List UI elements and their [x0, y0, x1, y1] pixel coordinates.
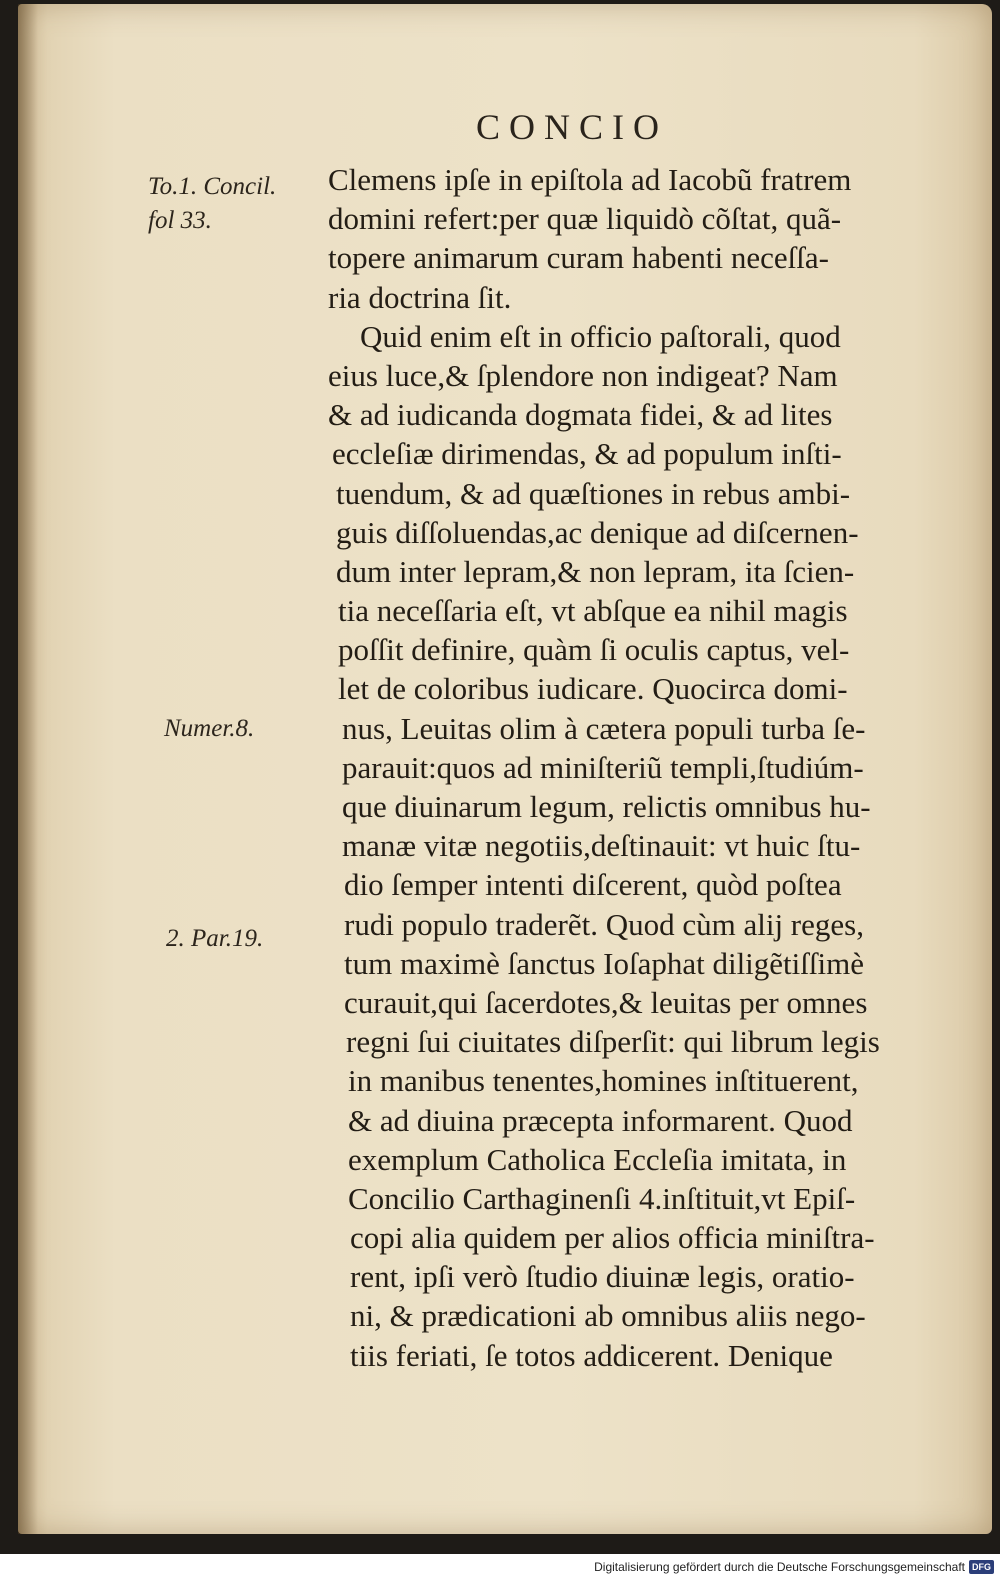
book-page [18, 4, 992, 1534]
text-line: tum maximè ſanctus Ioſaphat diligẽtiſſimè [344, 945, 864, 981]
text-line: Quid enim eſt in officio paſtorali, quod [360, 318, 841, 354]
text-line: que diuinarum legum, relictis omnibus hu- [342, 789, 871, 824]
text-line: in manibus tenentes,homines inſtituerent, [348, 1063, 859, 1099]
text-line: ni, & prædicationi ab omnibus aliis nego- [350, 1298, 866, 1334]
margin-note-paralipomenon: 2. Par.19. [166, 925, 264, 952]
text-line: eius luce,& ſplendore non indigeat? Nam [328, 357, 838, 393]
margin-note-line: To.1. Concil. [148, 173, 277, 200]
text-line: regni ſui ciuitates diſperſit: qui librum legis [346, 1024, 880, 1060]
text-line: Concilio Carthaginenſi 4.inſtituit,vt Epiſ- [348, 1180, 856, 1216]
text-line: & ad iudicanda dogmata fidei, & ad lites [328, 397, 833, 433]
text-line: eccleſiæ dirimendas, & ad populum inſti- [332, 436, 842, 472]
text-line: let de coloribus iudicare. Quocirca domi- [338, 671, 848, 707]
text-line: dio ſemper intenti diſcerent, quòd poſtea [344, 867, 842, 903]
text-line: manæ vitæ negotiis,deſtinauit: vt huic ſtu- [342, 828, 861, 864]
text-line: poſſit definire, quàm ſi oculis captus, vel- [338, 632, 850, 668]
footer-bar [0, 1554, 1000, 1580]
text-line: curauit,qui ſacerdotes,& leuitas per omnes [344, 984, 868, 1020]
margin-note-line: fol 33. [148, 207, 212, 234]
margin-note-numeri: Numer.8. [164, 715, 255, 742]
body-text [328, 160, 968, 1375]
text-line: Clemens ipſe in epiſtola ad Iacobũ fratrem [328, 162, 852, 197]
text-line: parauit:quos ad miniſteriũ templi,ſtudiúm- [342, 749, 864, 785]
text-line: ria doctrina ſit. [328, 279, 512, 315]
text-line: rudi populo traderẽt. Quod cùm alij reges, [344, 906, 864, 942]
text-line: exemplum Catholica Eccleſia imitata, in [348, 1141, 847, 1177]
text-line: rent, ipſi verò ſtudio diuinæ legis, oratio- [350, 1259, 855, 1295]
text-line: tuendum, & ad quæſtiones in rebus ambi- [336, 475, 851, 511]
text-line: domini refert:per quæ liquidò cõſtat, quã- [328, 201, 842, 237]
text-line: & ad diuina præcepta informarent. Quod [348, 1102, 853, 1138]
text-line: tiis feriati, ſe totos addicerent. Denique [350, 1337, 833, 1373]
text-line: tia neceſſaria eſt, vt abſque ea nihil magis [338, 593, 848, 629]
text-line: nus, Leuitas olim à cætera populi turba ſe- [342, 710, 866, 746]
text-line: copi alia quidem per alios officia miniſtra- [350, 1220, 875, 1256]
text-line: guis diſſoluendas,ac denique ad diſcernen- [336, 514, 859, 550]
text-line: dum inter lepram,& non lepram, ita ſcien- [336, 553, 855, 589]
margin-note-concil [148, 170, 276, 238]
funding-credit: Digitalisierung gefördert durch die Deutsche Forschungsgemeinschaft [594, 1560, 965, 1574]
running-head: CONCIO [476, 107, 669, 147]
dfg-logo: DFG [969, 1560, 994, 1574]
text-line: topere animarum curam habenti neceſſa- [328, 240, 829, 276]
